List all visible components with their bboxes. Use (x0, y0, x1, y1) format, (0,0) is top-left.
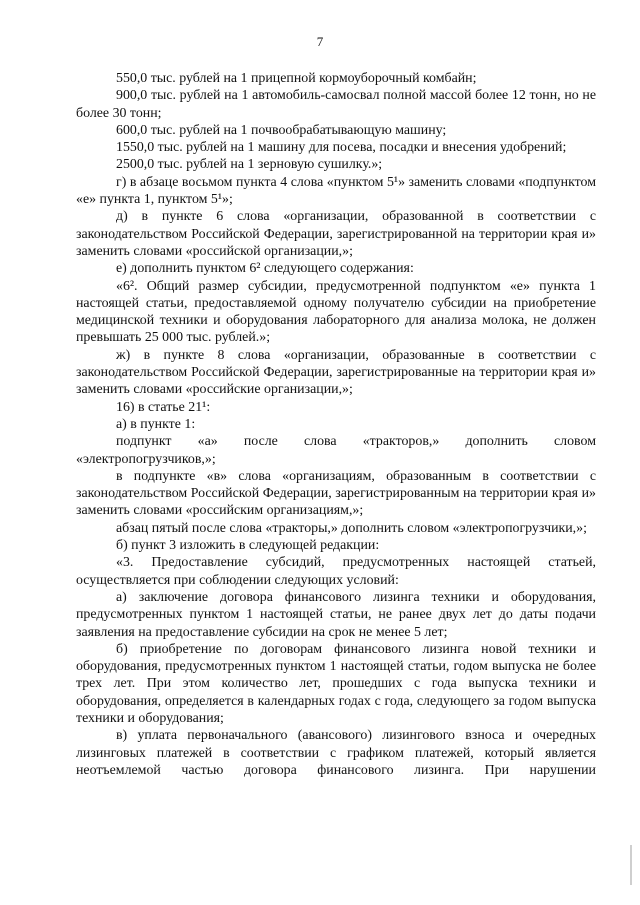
page-number: 7 (316, 34, 324, 49)
scan-edge-mark (630, 845, 632, 885)
paragraph-combine-harvester: 550,0 тыс. рублей на 1 прицепной кормоуборочный комбайн; (116, 71, 477, 86)
paragraph-subpoint-v: в подпункте «в» слова «организациям, образованным в соответствии с законодательством Российской Федерации, зарегистрированным на территории края и» заменить словами «российским организациям,»; (76, 468, 596, 519)
paragraph-seeding-machine: 1550,0 тыс. рублей на 1 машину для посева, посадки и внесения удобрений; (116, 140, 567, 156)
paragraph-article-21-1: 16) в статье 21¹: (116, 399, 211, 415)
paragraph-item-zh: ж) в пункте 8 слова «организации, образованные в соответствии с законодательством Российской Федерации, зарегистрированные на территории края и» заменить словами «российские организации,»; (76, 347, 596, 398)
paragraph-condition-v: в) уплата первоначального (авансового) лизингового взноса и очередных лизинговых платежей в соответствии с графиком платежей, который является неотъемлемой частью договора финансового лизинга. При нарушении (76, 728, 596, 778)
paragraph-item-d: д) в пункте 6 слова «организации, образованной в соответствии с законодательством Российской Федерации, зарегистрированной на территории края и» заменить словами «российской организации,»; (76, 209, 596, 259)
paragraph-dump-truck: 900,0 тыс. рублей на 1 автомобиль-самосвал полной массой более 12 тонн, но не более 30 тонн; (76, 88, 596, 121)
paragraph-point-3-intro: б) пункт 3 изложить в следующей редакции: (116, 538, 380, 554)
paragraph-item-e: е) дополнить пунктом 6² следующего содержания: (116, 261, 414, 277)
paragraph-point-1: а) в пункте 1: (116, 416, 196, 432)
paragraph-clause-6-2: «6². Общий размер субсидии, предусмотренной подпунктом «е» пункта 1 настоящей статьи, предоставляемой одному получателю субсидии на приобретение медицинской техники и оборудования лабораторного для анализа молока, не должен превышать 25 000 тыс. рублей.»; (76, 278, 596, 346)
paragraph-fifth-abzac: абзац пятый после слова «тракторы,» дополнить словом «электропогрузчики,»; (116, 520, 587, 536)
paragraph-condition-b: б) приобретение по договорам финансового лизинга новой техники и оборудования, предусмотренных пунктом 1 настоящей статьи, годом выпуска не более трех лет. При этом количество лет, прошедших с года выпуска техники и оборудования, определяется в календарных годах с года, следующего за годом выпуска техники и оборудования; (76, 641, 596, 726)
paragraph-condition-a: а) заключение договора финансового лизинга техники и оборудования, предусмотренных пунктом 1 настоящей статьи, не ранее двух лет до даты подачи заявления на предоставление субсидии на срок не менее 5 лет; (76, 589, 596, 640)
paragraph-subpoint-a: подпункт «а» после слова «тракторов,» дополнить словом «электропогрузчиков,»; (76, 434, 596, 467)
paragraph-grain-dryer: 2500,0 тыс. рублей на 1 зерновую сушилку.»; (116, 157, 383, 173)
paragraph-clause-3: «3. Предоставление субсидий, предусмотренных настоящей статьей, осуществляется при соблюдении следующих условий: (76, 555, 596, 588)
paragraph-tillage-machine: 600,0 тыс. рублей на 1 почвообрабатывающую машину; (116, 122, 447, 138)
paragraph-item-g: г) в абзаце восьмом пункта 4 слова «пунктом 5¹» заменить словами «подпунктом «е» пункта 1, пунктом 5¹»; (76, 174, 596, 208)
document-body (76, 70, 596, 779)
